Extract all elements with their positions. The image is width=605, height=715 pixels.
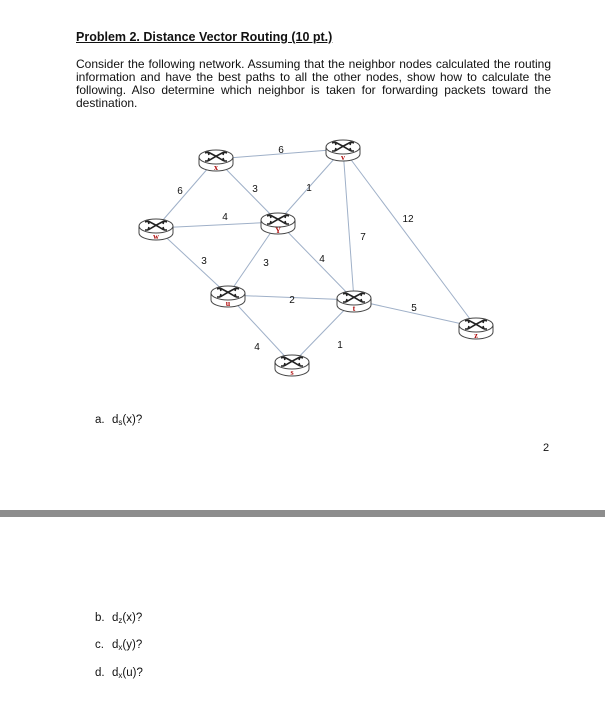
- question-argument: (u)?: [122, 667, 143, 679]
- link-cost-v-y: 1: [306, 183, 312, 194]
- question-c: [95, 639, 142, 652]
- question-b: [95, 612, 142, 625]
- question-subscript: x: [118, 643, 123, 652]
- link-cost-t-z: 5: [411, 303, 417, 314]
- question-subscript: z: [118, 616, 123, 625]
- link-cost-y-u: 3: [263, 258, 269, 269]
- link-cost-y-t: 4: [319, 254, 325, 265]
- router-z: [459, 318, 493, 340]
- router-label-v: v: [341, 153, 345, 162]
- page-number: 2: [543, 442, 550, 454]
- link-cost-x-v: 6: [278, 145, 284, 156]
- question-a: [95, 414, 142, 427]
- question-letter: c.: [95, 639, 104, 651]
- router-label-s: s: [290, 368, 294, 377]
- router-label-y: Y: [275, 226, 281, 235]
- link-cost-v-t: 7: [360, 232, 366, 243]
- question-subscript: s: [118, 418, 123, 427]
- link-cost-v-z: 12: [402, 214, 414, 225]
- problem-title: Problem 2. Distance Vector Routing (10 pt.): [76, 30, 333, 44]
- link-cost-x-w: 6: [177, 186, 183, 197]
- link-y-t: [278, 222, 354, 300]
- router-y: [261, 213, 295, 235]
- link-cost-t-s: 1: [337, 340, 343, 351]
- page-divider: [0, 510, 605, 517]
- router-t: [337, 291, 371, 313]
- router-label-z: z: [474, 331, 478, 340]
- router-s: [275, 355, 309, 377]
- link-cost-w-y: 4: [222, 212, 228, 223]
- link-cost-u-t: 2: [289, 295, 295, 306]
- link-w-y: [156, 222, 278, 228]
- router-label-u: u: [225, 299, 231, 308]
- question-letter: a.: [95, 414, 105, 426]
- question-prefix: d: [112, 639, 119, 651]
- router-label-t: t: [352, 304, 356, 313]
- question-letter: d.: [95, 667, 105, 679]
- router-label-w: w: [153, 232, 159, 241]
- router-label-x: x: [214, 163, 218, 172]
- question-letter: b.: [95, 612, 105, 624]
- link-cost-u-s: 4: [254, 342, 260, 353]
- link-v-t: [343, 149, 354, 300]
- question-prefix: d: [112, 667, 119, 679]
- link-cost-x-y: 3: [252, 184, 258, 195]
- question-argument: (y)?: [122, 639, 143, 651]
- question-d: [95, 667, 143, 680]
- link-cost-w-u: 3: [201, 256, 207, 267]
- router-x: [199, 150, 233, 172]
- question-subscript: x: [118, 671, 123, 680]
- router-v: [326, 140, 360, 162]
- question-argument: (x)?: [122, 612, 143, 624]
- question-prefix: d: [112, 612, 119, 624]
- question-argument: (x)?: [122, 414, 143, 426]
- router-u: [211, 286, 245, 308]
- router-w: [139, 219, 173, 241]
- question-prefix: d: [112, 414, 119, 426]
- problem-intro: Consider the following network. Assuming that the neighbor nodes calculated the routing information and have the best paths to all the other nodes, show how to calculate the following. Also determine which neighbor is taken for forwarding packets toward the destination.: [76, 57, 551, 110]
